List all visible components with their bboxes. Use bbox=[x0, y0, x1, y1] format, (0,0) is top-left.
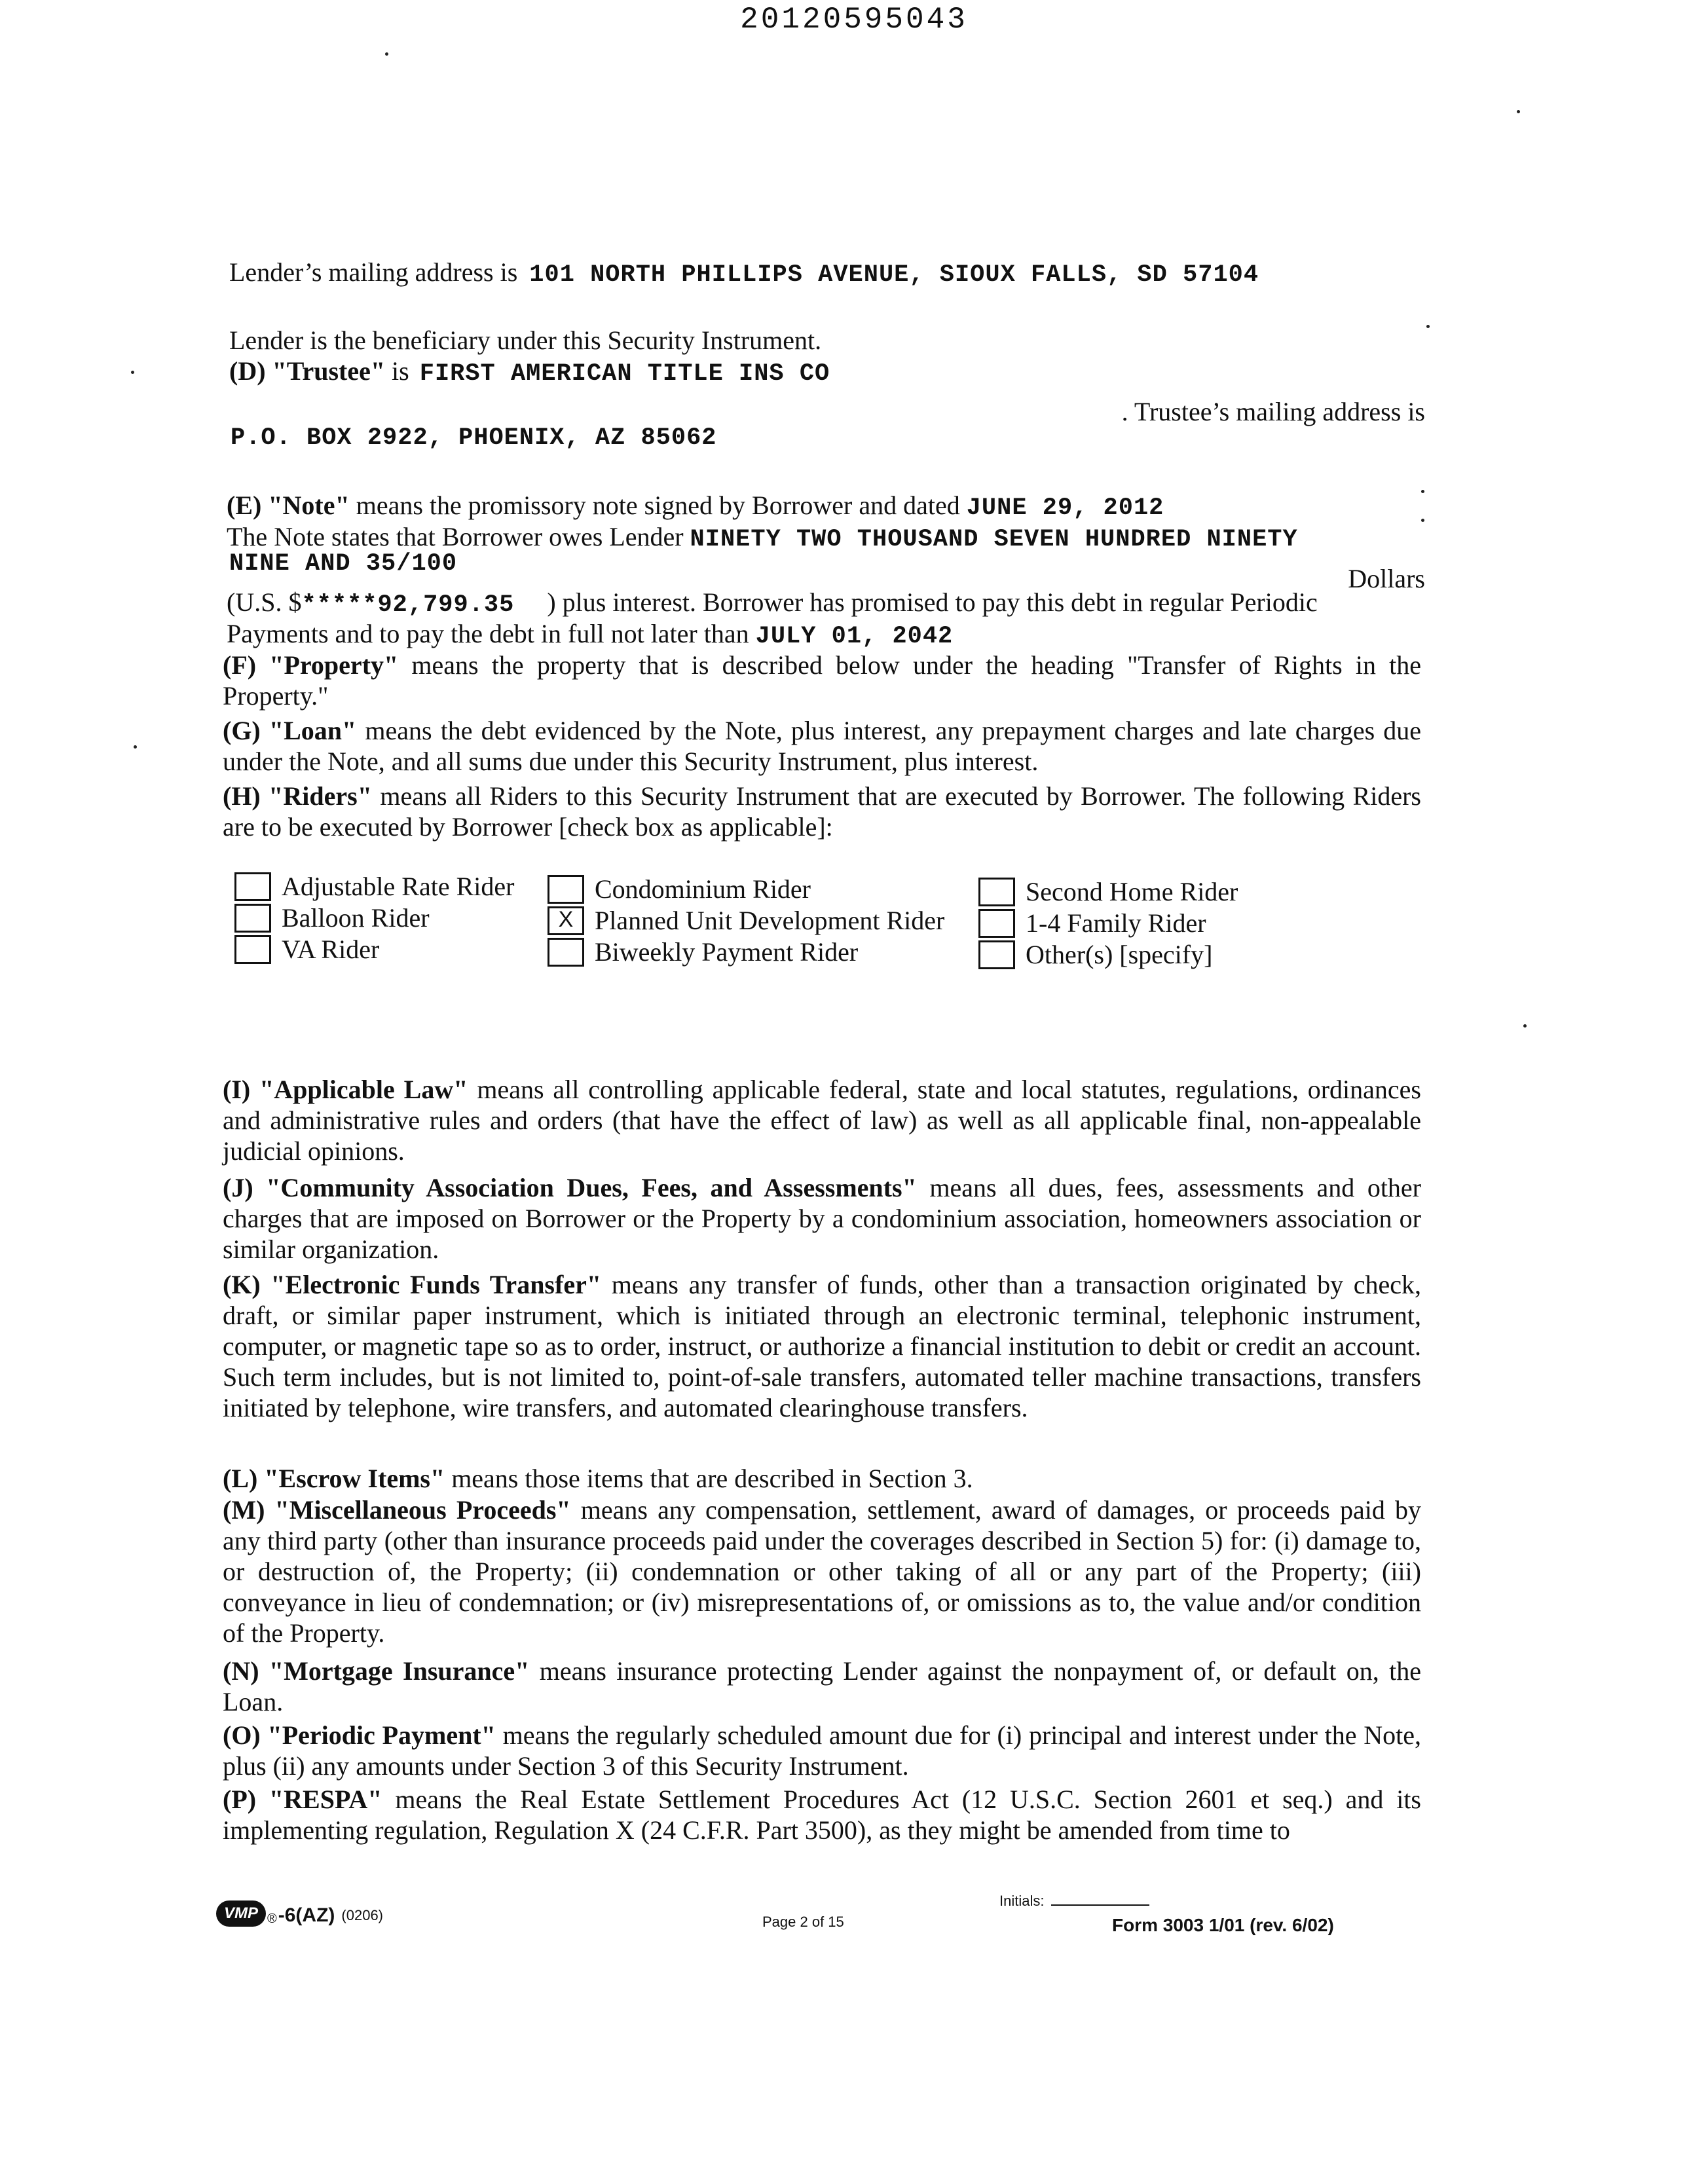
definition-respa bbox=[223, 1784, 1421, 1845]
lender-mailing-prefix: Lender’s mailing address is bbox=[229, 257, 518, 287]
checkbox[interactable] bbox=[234, 935, 271, 964]
definition-loan bbox=[223, 715, 1421, 777]
note-owes-line bbox=[227, 521, 1298, 553]
vmp-logo: VMP bbox=[216, 1900, 266, 1927]
page-number: Page 2 of 15 bbox=[762, 1914, 844, 1930]
definition-label: (M) "Miscellaneous Proceeds" bbox=[223, 1495, 571, 1525]
definition-label: (K) "Electronic Funds Transfer" bbox=[223, 1270, 602, 1299]
rider-others[interactable] bbox=[978, 939, 1212, 970]
definition-text: means the regularly scheduled amount due for (i) principal and interest under the Note, plus (ii) any amounts under Section 3 of this Security Instrument. bbox=[223, 1720, 1421, 1781]
definition-mortgage-insurance bbox=[223, 1656, 1421, 1717]
riders-label: (H) "Riders" bbox=[223, 781, 372, 811]
note-amount-words-2: NINE AND 35/100 bbox=[229, 550, 458, 578]
lender-mailing-address: 101 NORTH PHILLIPS AVENUE, SIOUX FALLS, SD 57104 bbox=[529, 261, 1259, 289]
rider-adjustable-rate[interactable] bbox=[234, 871, 514, 902]
note-maturity-date: JULY 01, 2042 bbox=[755, 623, 954, 650]
definition-text: means any transfer of funds, other than a transaction originated by check, draft, or similar paper instrument, which is initiated through an electronic terminal, telephonic instrument, computer, or magnetic tape so as to order, instruct, or authorize a financial institution to debit or credit an account. Such term includes, but is not limited to, point-of-sale transfers, automated teller machine transactions, transfers initiated by telephone, wire transfers, and automated clearinghouse transfers. bbox=[223, 1270, 1422, 1422]
definition-label: (P) "RESPA" bbox=[223, 1785, 382, 1814]
checkbox-checked[interactable] bbox=[548, 906, 584, 935]
note-line bbox=[227, 490, 1164, 522]
checkbox[interactable] bbox=[548, 938, 584, 967]
rider-1-4-family[interactable] bbox=[978, 908, 1206, 938]
initials-line[interactable] bbox=[1051, 1904, 1149, 1906]
definition-escrow-items bbox=[223, 1463, 1421, 1494]
rider-label: Planned Unit Development Rider bbox=[595, 906, 945, 935]
lender-mailing-line bbox=[229, 257, 1259, 289]
definition-label: (O) "Periodic Payment" bbox=[223, 1720, 496, 1750]
note-amount-words-1: NINETY TWO THOUSAND SEVEN HUNDRED NINETY bbox=[690, 526, 1298, 553]
rider-label: Adjustable Rate Rider bbox=[282, 872, 515, 901]
footer-form-code bbox=[216, 1900, 383, 1927]
rider-label: Second Home Rider bbox=[1026, 877, 1238, 906]
rider-label: VA Rider bbox=[282, 935, 380, 964]
scan-speck bbox=[1517, 110, 1520, 113]
definition-riders bbox=[223, 781, 1421, 842]
definition-text: means those items that are described in Section 3. bbox=[451, 1464, 973, 1493]
property-text: means the property that is described below under the heading "Transfer of Rights in the Property." bbox=[223, 650, 1421, 711]
checkbox[interactable] bbox=[978, 878, 1015, 906]
note-owes-text: The Note states that Borrower owes Lender bbox=[227, 522, 684, 551]
definition-miscellaneous-proceeds bbox=[223, 1494, 1421, 1648]
rider-balloon[interactable] bbox=[234, 902, 430, 933]
rider-label: 1-4 Family Rider bbox=[1026, 908, 1206, 938]
initials-field[interactable] bbox=[999, 1893, 1149, 1910]
loan-label: (G) "Loan" bbox=[223, 716, 357, 745]
checkbox[interactable] bbox=[548, 875, 584, 904]
note-payments-text: Payments and to pay the debt in full not later than bbox=[227, 619, 749, 648]
rider-biweekly-payment[interactable] bbox=[548, 936, 858, 967]
rider-condominium[interactable] bbox=[548, 874, 811, 904]
scan-speck bbox=[131, 371, 134, 374]
rider-planned-unit-development[interactable] bbox=[548, 905, 944, 936]
note-text: means the promissory note signed by Borrower and dated bbox=[356, 491, 960, 520]
lender-beneficiary-line: Lender is the beneficiary under this Security Instrument. bbox=[229, 325, 822, 355]
definition-applicable-law bbox=[223, 1074, 1421, 1166]
checkbox[interactable] bbox=[978, 940, 1015, 969]
document-number: 20120595043 bbox=[740, 3, 968, 37]
rider-label: Condominium Rider bbox=[595, 874, 811, 904]
definition-label: (N) "Mortgage Insurance" bbox=[223, 1656, 530, 1686]
scan-speck bbox=[1421, 519, 1424, 522]
note-amount: *****92,799.35 bbox=[301, 591, 515, 619]
rider-label: Balloon Rider bbox=[282, 903, 430, 933]
note-payments-line bbox=[227, 618, 953, 650]
definition-text: means all dues, fees, assessments and other charges that are imposed on Borrower or the Property by a condominium association, homeowners association or similar organization. bbox=[223, 1173, 1422, 1264]
note-label: (E) "Note" bbox=[227, 491, 350, 520]
definition-label: (L) "Escrow Items" bbox=[223, 1464, 445, 1493]
definition-periodic-payment bbox=[223, 1720, 1421, 1781]
definition-community-association-dues bbox=[223, 1172, 1421, 1265]
trustee-name: FIRST AMERICAN TITLE INS CO bbox=[419, 360, 830, 388]
definition-text: means any compensation, settlement, award of damages, or proceeds paid by any third party (other than insurance proceeds paid under the coverages described in Section 5) for: (i) damage to, or destruction of, the Property; (ii) condemnation or other taking of all or any part of the Property; (iii) conveyance in lieu of condemnation; or (iv) misrepresentations of, or omissions as to, the value and/or condition of the Property. bbox=[223, 1495, 1422, 1648]
scan-speck bbox=[385, 52, 388, 56]
definition-label: (J) "Community Association Dues, Fees, and Assessments" bbox=[223, 1173, 917, 1202]
definition-property bbox=[223, 650, 1421, 711]
checkbox[interactable] bbox=[234, 904, 271, 933]
form-number: Form 3003 1/01 (rev. 6/02) bbox=[1112, 1915, 1334, 1935]
trustee-line bbox=[229, 356, 830, 388]
rider-second-home[interactable] bbox=[978, 876, 1238, 907]
rider-va[interactable] bbox=[234, 934, 379, 965]
definition-label: (I) "Applicable Law" bbox=[223, 1075, 468, 1104]
scan-speck bbox=[1421, 490, 1424, 493]
form-code: -6(AZ) bbox=[278, 1904, 335, 1926]
definition-text: means the Real Estate Settlement Procedures Act (12 U.S.C. Section 2601 et seq.) and its implementing regulation, Regulation X (24 C.F.R. Part 3500), as they might be amended from time to bbox=[223, 1785, 1421, 1845]
scan-speck bbox=[1426, 325, 1430, 328]
initials-label: Initials: bbox=[999, 1893, 1045, 1909]
registered-mark-icon: ® bbox=[267, 1912, 277, 1926]
trustee-mailing-label: . Trustee’s mailing address is bbox=[1121, 397, 1425, 426]
trustee-address: P.O. BOX 2922, PHOENIX, AZ 85062 bbox=[231, 424, 717, 452]
checkbox[interactable] bbox=[978, 909, 1015, 938]
checkbox[interactable] bbox=[234, 872, 271, 901]
note-date: JUNE 29, 2012 bbox=[966, 494, 1164, 522]
definition-electronic-funds-transfer bbox=[223, 1269, 1421, 1423]
rider-label: Biweekly Payment Rider bbox=[595, 937, 859, 967]
definition-text: means insurance protecting Lender against the nonpayment of, or default on, the Loan. bbox=[223, 1656, 1422, 1716]
riders-text: means all Riders to this Security Instrument that are executed by Borrower. The following Riders are to be executed by Borrower [check box as applicable]: bbox=[223, 781, 1421, 842]
scan-speck bbox=[134, 745, 137, 749]
property-label: (F) "Property" bbox=[223, 650, 399, 680]
definition-text: means all controlling applicable federal, state and local statutes, regulations, ordinances and administrative rules and orders (that have the effect of law) as well as all applicable final, non-appealable judicial opinions. bbox=[223, 1075, 1421, 1166]
note-plus-interest: ) plus interest. Borrower has promised to pay this debt in regular Periodic bbox=[547, 587, 1318, 617]
note-amount-line bbox=[227, 587, 1318, 619]
note-dollars: Dollars bbox=[1348, 564, 1425, 593]
note-us-prefix: (U.S. $ bbox=[227, 587, 302, 617]
form-date: (0206) bbox=[341, 1907, 383, 1923]
trustee-label: (D) "Trustee" bbox=[229, 356, 386, 386]
trustee-is-text: is bbox=[392, 356, 409, 386]
scan-speck bbox=[1523, 1024, 1527, 1028]
rider-label: Other(s) [specify] bbox=[1026, 940, 1213, 969]
loan-text: means the debt evidenced by the Note, plus interest, any prepayment charges and late charges due under the Note, and all sums due under this Security Instrument, plus interest. bbox=[223, 716, 1422, 776]
